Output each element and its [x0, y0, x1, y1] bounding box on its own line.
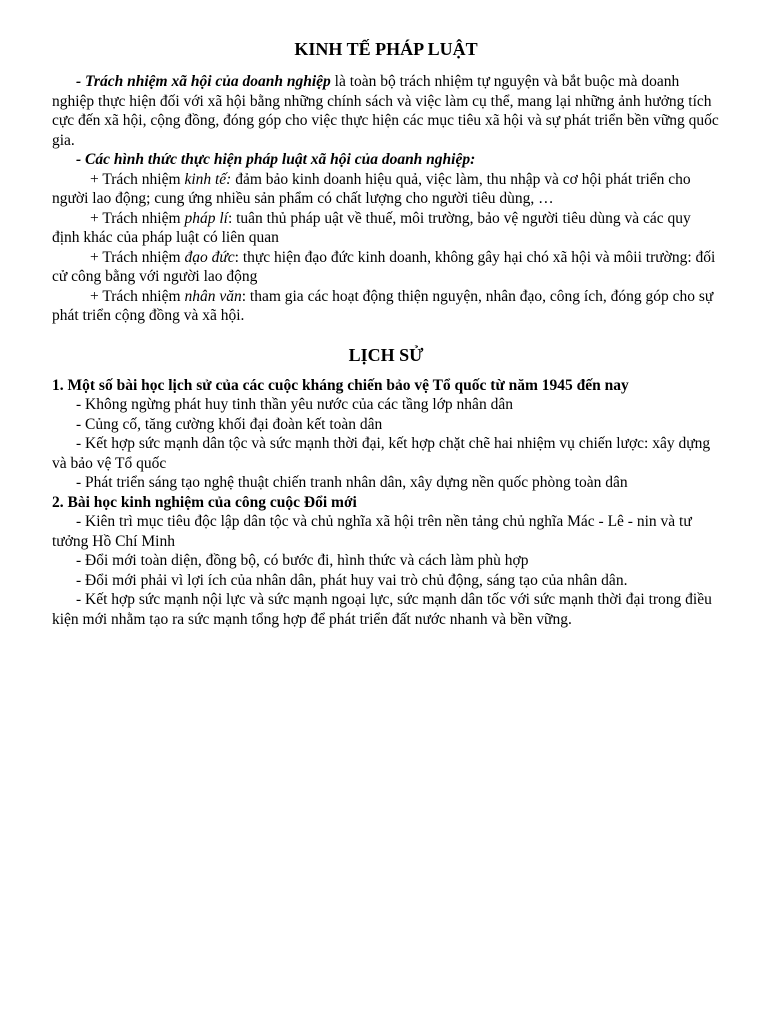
item-text: đảm bảo kinh doanh hiệu quả, việc làm, thu nhập và cơ hội phát triển cho người lao động; cung ứng nhiều sản phẩm có chất lượng cho người tiêu dùng, … [52, 170, 691, 207]
item-prefix: + Trách nhiệm [90, 248, 185, 266]
list-item: - Đổi mới phải vì lợi ích của nhân dân, phát huy vai trò chủ động, sáng tạo của nhân dân. [76, 571, 628, 589]
list-item: - Củng cố, tăng cường khối đại đoàn kết toàn dân [76, 415, 383, 433]
list-item: - Đổi mới toàn diện, đồng bộ, có bước đi, hình thức và cách làm phù hợp [76, 552, 529, 569]
list-item: - Phát triển sáng tạo nghệ thuật chiến tranh nhân dân, xây dựng nền quốc phòng toàn dân [76, 474, 628, 491]
section-title-kinh-te-phap-luat: KINH TẾ PHÁP LUẬT [294, 39, 478, 59]
list-item: - Kết hợp sức mạnh dân tộc và sức mạnh thời đại, kết hợp chặt chẽ hai nhiệm vụ chiến lược: xây dựng và bảo vệ Tổ quốc [52, 435, 711, 472]
csr-item-legal [52, 209, 720, 248]
list-item: - Kết hợp sức mạnh nội lực và sức mạnh ngoại lực, sức mạnh dân tốc với sức mạnh thời đại trong điều kiện mới nhằm tạo ra sức mạnh tổng hợp để phát triển đất nước nhanh và bền vững. [52, 591, 712, 628]
list-item: - Kiên trì mục tiêu độc lập dân tộc và chủ nghĩa xã hội trên nền tảng chủ nghĩa Mác - Lê - nin và tư tưởng Hồ Chí Minh [52, 513, 692, 550]
csr-definition-text: là toàn bộ trách nhiệm tự nguyện và bắt buộc mà doanh nghiệp thực hiện đối với xã hội bằng những chính sách và việc làm cụ thể, mang lại những ảnh hưởng tích cực đến xã hội, cộng đồng, đóng góp cho việc thực hiện các mục tiêu xã hội và sự phát triển bền vững quốc gia. [52, 73, 719, 149]
item-text: : tham gia các hoạt động thiện nguyện, nhân đạo, công ích, đóng góp cho sự phát triển cộng đồng và xã hội. [52, 287, 714, 324]
item-term: nhân văn [184, 287, 242, 305]
csr-term: - Trách nhiệm xã hội của doanh nghiệp [76, 73, 331, 90]
item-prefix: + Trách nhiệm [90, 287, 185, 305]
csr-item-economic [52, 170, 720, 209]
item-prefix: + Trách nhiệm [90, 209, 185, 227]
csr-forms-heading: - Các hình thức thực hiện pháp luật xã hội của doanh nghiệp: [76, 151, 476, 168]
history-heading-1: 1. Một số bài học lịch sử của các cuộc kháng chiến bảo vệ Tổ quốc từ năm 1945 đến nay [52, 376, 629, 394]
item-term: kinh tế: [184, 170, 232, 188]
document-page [52, 38, 720, 629]
item-prefix: + Trách nhiệm [90, 170, 185, 188]
history-heading-2: 2. Bài học kinh nghiệm của công cuộc Đổi mới [52, 493, 357, 511]
list-item: - Không ngừng phát huy tinh thần yêu nước của các tầng lớp nhân dân [76, 396, 513, 413]
csr-item-humanitarian [52, 287, 720, 326]
item-term: đạo đức [184, 248, 235, 266]
item-text: : tuân thủ pháp uật về thuế, môi trường, bảo vệ người tiêu dùng và các quy định khác của pháp luật có liên quan [52, 209, 691, 246]
paragraph-csr-definition [52, 72, 720, 150]
item-term: pháp lí [184, 209, 228, 227]
section-title-lich-su: LỊCH SỬ [348, 344, 424, 365]
csr-item-ethical [52, 248, 720, 287]
item-text: : thực hiện đạo đức kinh doanh, không gây hại chó xã hội và môii trường: đối cử công bằng với người lao động [52, 248, 716, 285]
